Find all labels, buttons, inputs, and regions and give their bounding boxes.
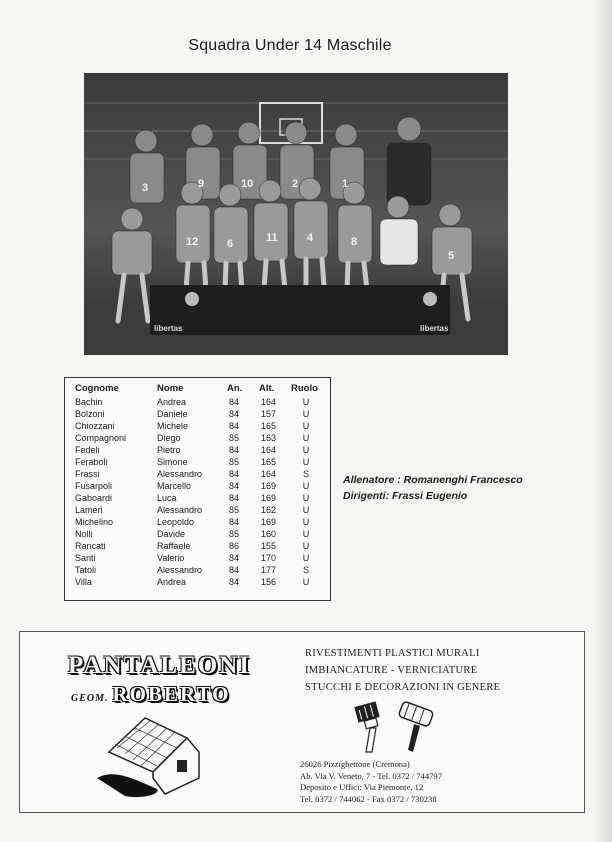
table-row [75, 468, 321, 480]
cell-year: 84 [229, 481, 240, 491]
roster-body [75, 396, 321, 588]
cell-surname: Fedeli [75, 445, 100, 455]
cell-year: 86 [229, 541, 240, 551]
cell-role: U [302, 505, 310, 515]
cell-name: Simone [157, 457, 188, 467]
cell-surname: Bachin [75, 397, 103, 407]
jersey-number: 3 [142, 182, 149, 194]
ad-brand-surname: PANTALEONI [68, 652, 251, 679]
jersey-number: 4 [307, 232, 314, 244]
paint-roller-icon [398, 701, 434, 752]
ad-service-line: RIVESTIMENTI PLASTICI MURALI [305, 648, 480, 659]
cell-name: Andrea [157, 397, 187, 407]
cell-role: U [302, 481, 310, 491]
table-row [75, 396, 321, 408]
table-row [75, 420, 321, 432]
ad-address-line: Ab. Via V. Veneto, 7 - Tel. 0372 / 744797 [300, 770, 443, 781]
ad-service-line: STUCCHI E DECORAZIONI IN GENERE [305, 682, 501, 693]
cell-year: 84 [229, 553, 240, 563]
cell-role: S [302, 469, 309, 479]
ad-brand-firstname: ROBERTO [112, 682, 231, 706]
team-photo-illustration [84, 73, 508, 355]
jersey-number: 9 [198, 178, 205, 190]
cell-name: Pietro [157, 445, 181, 455]
house-icon [95, 708, 215, 798]
cell-name: Diego [157, 433, 181, 443]
cell-role: U [302, 541, 310, 551]
cell-surname: Feraboli [75, 457, 108, 467]
cell-role: U [302, 517, 310, 527]
team-photo [84, 73, 508, 355]
cell-height: 163 [261, 433, 277, 443]
cell-surname: Lameri [75, 505, 103, 515]
cell-year: 84 [229, 469, 240, 479]
jersey-number: 1 [342, 178, 349, 190]
cell-surname: Rancati [75, 541, 106, 551]
table-row [75, 444, 321, 456]
table-row [75, 516, 321, 528]
table-row [75, 408, 321, 420]
cell-height: 162 [261, 505, 277, 515]
page-edge [590, 0, 612, 842]
jersey-number: 5 [448, 250, 455, 262]
roster-header-row [75, 382, 321, 396]
cell-role: U [302, 433, 310, 443]
cell-year: 85 [229, 457, 240, 467]
cell-height: 169 [261, 493, 277, 503]
cell-role: U [302, 493, 310, 503]
cell-height: 156 [261, 577, 277, 587]
sponsor-ad [19, 631, 585, 813]
cell-surname: Santi [75, 553, 96, 563]
table-row [75, 456, 321, 468]
cell-name: Luca [157, 493, 177, 503]
jersey-number: 12 [186, 236, 199, 248]
header-surname: Cognome [75, 383, 119, 394]
cell-name: Michele [157, 421, 189, 431]
header-role: Ruolo [291, 383, 318, 394]
ad-brand-name [71, 682, 230, 707]
jersey-number: 6 [227, 238, 234, 250]
cell-surname: Villa [75, 577, 92, 587]
cell-name: Marcello [157, 481, 192, 491]
ad-service-line: IMBIANCATURE - VERNICIATURE [305, 665, 478, 676]
banner-text-left: libertas [154, 324, 183, 333]
table-row [75, 540, 321, 552]
cell-role: U [302, 529, 310, 539]
cell-year: 84 [229, 493, 240, 503]
table-row [75, 480, 321, 492]
coach-line: Allenatore : Romanenghi Francesco [343, 474, 523, 486]
cell-surname: Nolli [75, 529, 93, 539]
banner-text-right: libertas [420, 324, 449, 333]
cell-height: 165 [261, 421, 277, 431]
cell-height: 169 [261, 517, 277, 527]
cell-year: 84 [229, 577, 240, 587]
page-title: Squadra Under 14 Maschile [188, 37, 392, 54]
cell-role: U [302, 397, 310, 407]
cell-surname: Gaboardi [75, 493, 113, 503]
ad-address-line: 26026 Pizzighettone (Cremona) [300, 759, 410, 769]
managers-line: Dirigenti: Frassi Eugenio [343, 490, 468, 502]
cell-year: 84 [229, 445, 240, 455]
cell-height: 157 [261, 409, 277, 419]
cell-role: U [302, 445, 310, 455]
cell-role: S [302, 565, 309, 575]
cell-role: U [302, 553, 310, 563]
cell-height: 164 [261, 469, 277, 479]
jersey-number: 10 [241, 178, 254, 190]
cell-height: 165 [261, 457, 277, 467]
cell-year: 84 [229, 409, 240, 419]
paintbrush-icon [354, 701, 379, 752]
cell-year: 84 [229, 397, 240, 407]
table-row [75, 492, 321, 504]
jersey-number: 8 [351, 236, 358, 248]
cell-height: 177 [261, 565, 277, 575]
cell-year: 84 [229, 517, 240, 527]
roster-table [75, 382, 321, 588]
cell-height: 160 [261, 529, 277, 539]
cell-year: 84 [229, 421, 240, 431]
table-row [75, 564, 321, 576]
ad-address [300, 759, 442, 805]
header-year: An. [227, 383, 243, 394]
ad-address-line: Deposito e Uffici: Via Piemonte, 12 [300, 782, 424, 792]
libertas-banner [150, 285, 450, 335]
cell-name: Raffaele [157, 541, 191, 551]
cell-year: 85 [229, 529, 240, 539]
painting-tools [350, 700, 440, 758]
cell-height: 169 [261, 481, 277, 491]
cell-role: U [302, 457, 310, 467]
cell-surname: Fusarpoli [75, 481, 113, 491]
cell-surname: Bolzoni [75, 409, 105, 419]
cell-surname: Tatoli [75, 565, 97, 575]
cell-role: U [302, 421, 310, 431]
header-name: Nome [157, 383, 184, 394]
cell-height: 164 [261, 397, 277, 407]
ad-address-line: Tel. 0372 / 744062 - Fax 0372 / 730238 [300, 793, 437, 804]
header-height: Alt. [259, 383, 275, 394]
cell-role: U [302, 577, 310, 587]
cell-name: Alessandro [157, 505, 203, 515]
table-row [75, 576, 321, 588]
cell-name: Daniele [157, 409, 188, 419]
cell-role: U [302, 409, 310, 419]
table-row [75, 552, 321, 564]
ad-brand-prefix: GEOM. [71, 693, 109, 704]
cell-surname: Chiozzani [75, 421, 115, 431]
ad-services [305, 645, 500, 696]
cell-year: 85 [229, 505, 240, 515]
cell-height: 155 [261, 541, 277, 551]
cell-surname: Michelino [75, 517, 114, 527]
roster-table-box [64, 377, 331, 601]
cell-name: Leopoldo [157, 517, 195, 527]
staff-info [343, 472, 523, 504]
cell-surname: Frassi [75, 469, 100, 479]
cell-name: Alessandro [157, 565, 203, 575]
cell-height: 170 [261, 553, 277, 563]
cell-name: Davide [157, 529, 186, 539]
cell-year: 84 [229, 565, 240, 575]
cell-year: 85 [229, 433, 240, 443]
cell-height: 164 [261, 445, 277, 455]
table-row [75, 528, 321, 540]
cell-name: Andrea [157, 577, 187, 587]
table-row [75, 504, 321, 516]
jersey-number: 2 [292, 178, 299, 190]
cell-name: Alessandro [157, 469, 203, 479]
table-row [75, 432, 321, 444]
cell-name: Valerio [157, 553, 185, 563]
jersey-number: 11 [266, 232, 278, 244]
cell-surname: Compagnoni [75, 433, 127, 443]
